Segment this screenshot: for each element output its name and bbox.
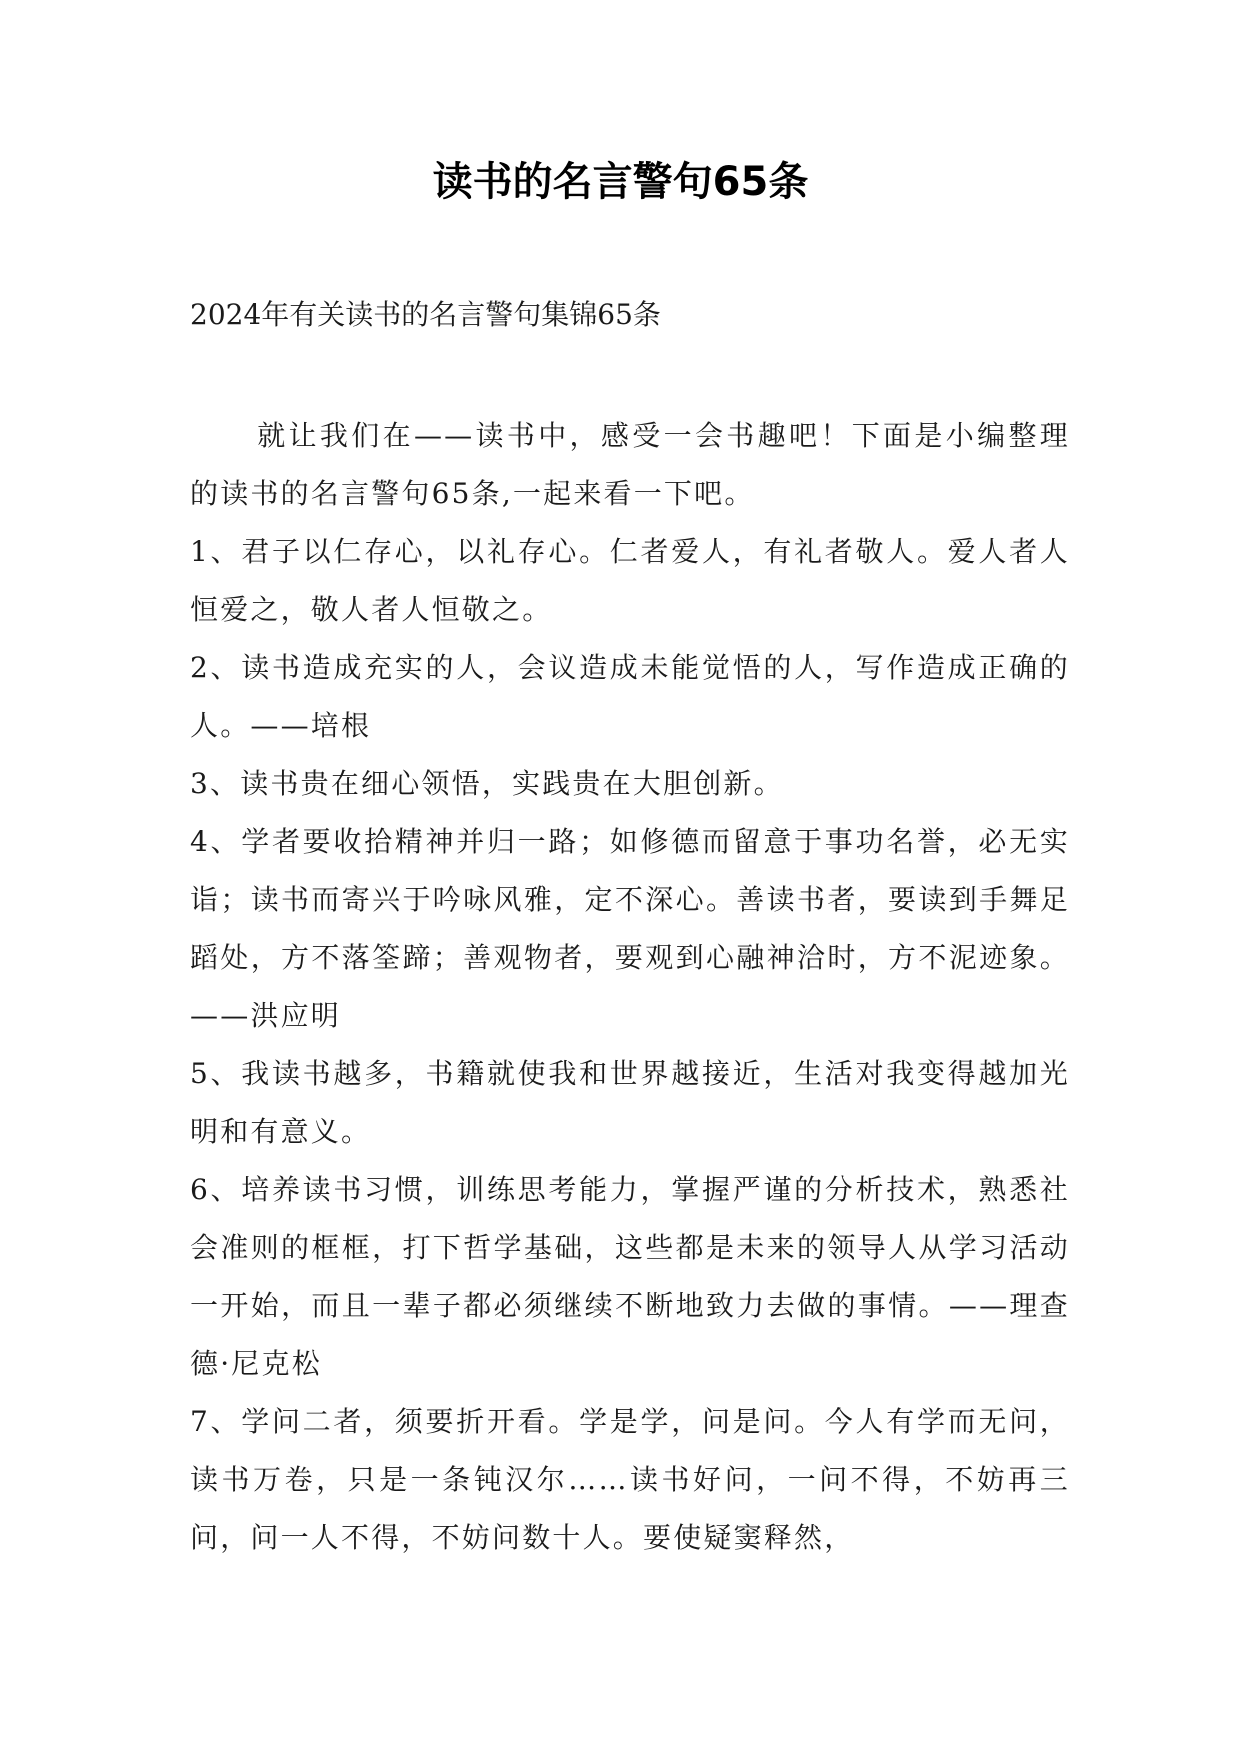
intro-paragraph: 就让我们在——读书中，感受一会书趣吧！下面是小编整理的读书的名言警句65条,一起来看一下吧。	[190, 419, 1070, 510]
quote-item: 7、学问二者，须要折开看。学是学，问是问。今人有学而无问，读书万卷，只是一条钝汉尔……读书好问，一问不得，不妨再三问，问一人不得，不妨问数十人。要使疑窦释然，	[190, 1405, 1070, 1554]
quote-item: 4、学者要收拾精神并归一路；如修德而留意于事功名誉，必无实诣；读书而寄兴于吟咏风雅，定不深心。善读书者，要读到手舞足蹈处，方不落筌蹄；善观物者，要观到心融神洽时，方不泥迹象。——洪应明	[190, 825, 1070, 1032]
document-title: 读书的名言警句65条	[432, 159, 809, 205]
quote-item: 2、读书造成充实的人，会议造成未能觉悟的人，写作造成正确的人。——培根	[190, 651, 1070, 742]
quote-item: 6、培养读书习惯，训练思考能力，掌握严谨的分析技术，熟悉社会准则的框框，打下哲学基础，这些都是未来的领导人从学习活动一开始，而且一辈子都必须继续不断地致力去做的事情。——理查德·尼克松	[190, 1173, 1070, 1380]
document-subtitle: 2024年有关读书的名言警句集锦65条	[190, 298, 661, 331]
document-body	[190, 407, 1070, 1567]
quote-item: 3、读书贵在细心领悟，实践贵在大胆创新。	[190, 767, 784, 800]
quote-item: 5、我读书越多，书籍就使我和世界越接近，生活对我变得越加光明和有意义。	[190, 1057, 1070, 1148]
quote-item: 1、君子以仁存心，以礼存心。仁者爱人，有礼者敬人。爱人者人恒爱之，敬人者人恒敬之。	[190, 535, 1070, 626]
